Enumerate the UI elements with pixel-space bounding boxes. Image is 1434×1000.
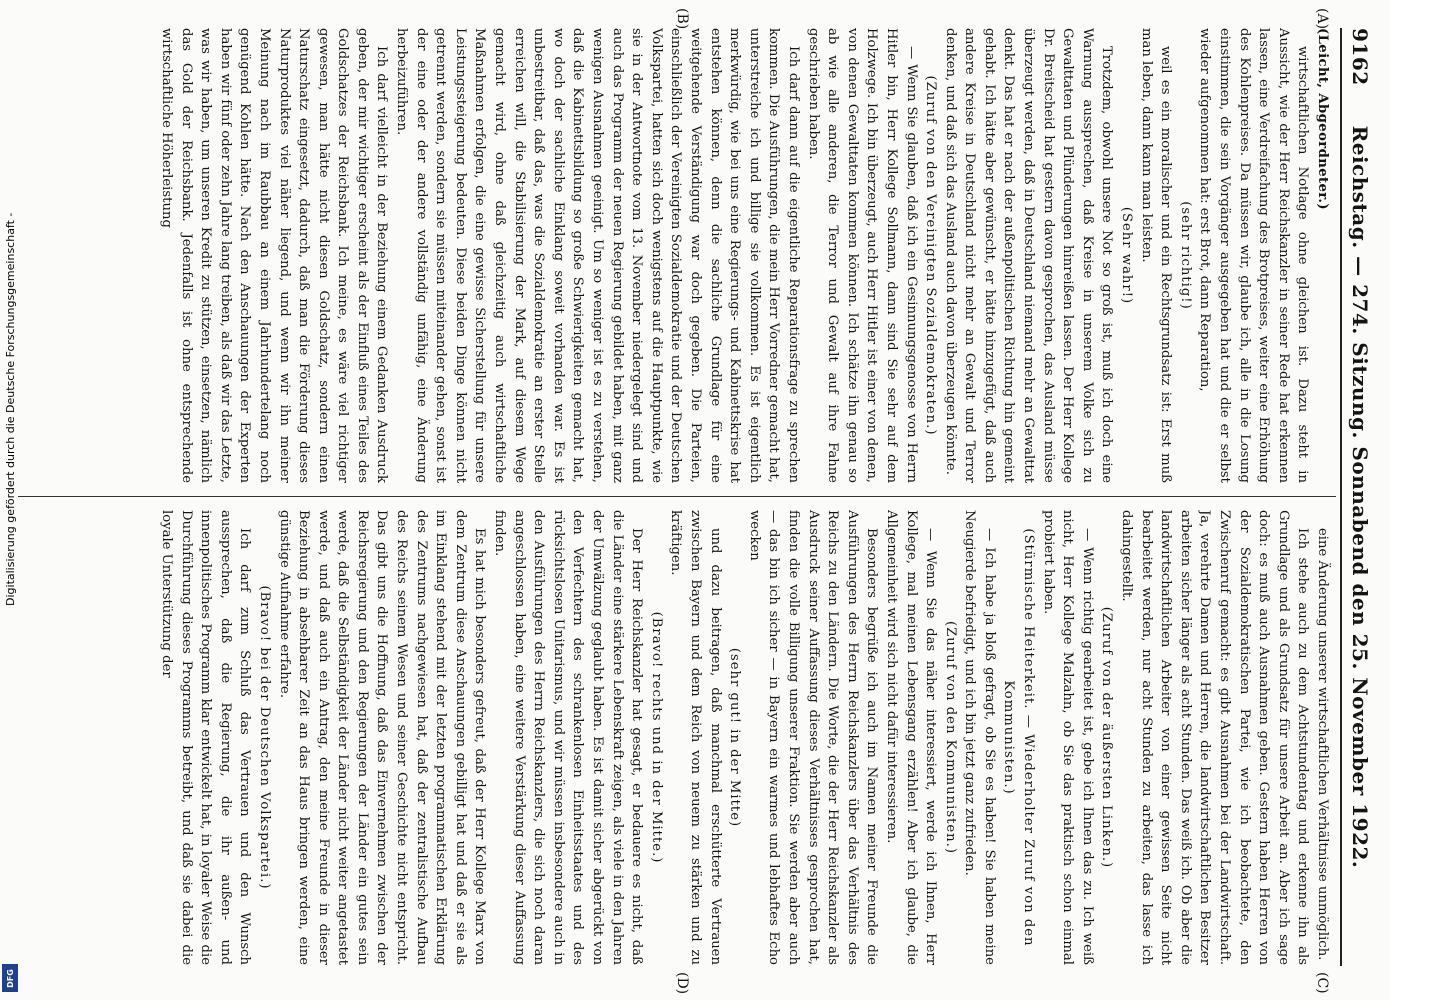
- paragraph: weil es ein moralischer und ein Rechtsgrundsatz ist: Erst muß man leben, dann kann man leisten.: [1138, 28, 1174, 483]
- interjection: (Zuruf von der äußersten Linken.): [1099, 606, 1115, 869]
- left-column: [18, 28, 1332, 483]
- dfg-logo: [2, 964, 18, 992]
- paragraph: — Wenn Sie glauben, daß ich ein Gesinnungsgenosse von Herrn Hitler bin, Herr Kollege Sollmann, dann sind Sie sehr auf dem Holzwege. Ich bin überzeugt, auch Herr Hitler ist einer von denen, von denen Gewalttaten kommen können. Ich schätze ihn genau so ab wie alle anderen, die Terror und Gewalt auf ihre Fahne geschrieben haben.: [805, 28, 919, 483]
- paragraph: Trotzdem, obwohl unsere Not so groß ist, muß ich doch eine Warnung aussprechen, daß Kreise in unserem Volke sich zu Gewalttaten und Plünderungen hinreißen lassen. Der Herr Kollege Dr. Breitscheid hat gestern davon gesprochen, das Ausland müsse überzeugt werden, daß in Deutschland niemand mehr an Gewalttat denkt. Das hat er nach der außenpolitischen Richtung hin gemeint gehabt. Ich hätte aber gewünscht, er hätte hinzugefügt, daß auch andere Kreise in Deutschland nicht mehr an Gewalt und Terror denken, und daß sich das Ausland auch davon überzeugen könnte.: [942, 28, 1115, 483]
- paragraph: Ich darf vielleicht in der Beziehung einem Gedanken Ausdruck geben, der mir wichtiger erscheint als der Einfluß eines Teiles des Goldschatzes der Reichsbank. Ich meine, es wäre viel richtiger gewesen, man hätte nicht diesen Goldschatz, sondern einen Naturschatz eingesetzt, dadurch, daß man die Förderung dieses Naturproduktes viel näher liegend, und wenn wir ihn meiner Meinung nach im Raubbau an einem Jahrhundertelang noch genügend Kohlen hätte. Nach den Anschauungen der Experten haben wir fünf oder zehn Jahre lang treiben, als daß wir das Letzte, was wir haben, um unseren Kredit zu stützen, einsetzen, nämlich das Gold der Reichsbank. Jedenfalls ist ohne entsprechende wirtschaftliche Höherleistung: [158, 28, 390, 483]
- right-column: [18, 510, 1332, 965]
- paragraph: — Wenn Sie das näher interessiert, werde ich Ihnen, Herr Kollege, mal meinen Lebensgang erzählen! Aber ich glaube, die Allgemeinheit wird sich nicht dafür interessieren.: [883, 510, 939, 965]
- page-number: 9162: [1348, 28, 1372, 86]
- margin-marker-b: (B): [674, 8, 690, 30]
- dfg-logo-text: DFG: [5, 968, 15, 988]
- margin-marker-a: (A): [1314, 8, 1330, 30]
- interjection: (Stürmische Heiterkeit. — Wiederholter Zuruf von den Kommunisten.): [1001, 528, 1037, 947]
- margin-marker-d: (D): [674, 972, 690, 995]
- running-title: Reichstag. — 274. Sitzung. Sonnabend den 25. November 1922.: [1348, 125, 1372, 869]
- page-header: [1340, 28, 1376, 966]
- column-divider: [18, 496, 1336, 497]
- paragraph: und dazu beitragen, daß manchmal erschütterte Vertrauen zwischen Bayern und dem Reich von neuem zu stärken und zu kräftigen.: [668, 510, 723, 965]
- interjection: (Sehr wahr!): [1119, 206, 1135, 305]
- paragraph: Ich stehe auch zu dem Achtstundentag und erkenne ihn als Grundlage und als Grundsatz für unsere Arbeit an. Aber ich sage doch: es muß auch Ausnahmen geben. Gestern haben Herren von der Sozialdemokratischen Partei, wie ich beobachtete, den Zwischenruf gemacht: es gibt Ausnahmen bei der Landwirtschaft. Ja, verehrte Damen und Herren, die landwirtschaftlichen Besitzer arbeiten sicher länger als acht Stunden. Das weiß ich. Ob aber die landwirtschaftlichen Arbeiter von einer gewissen Seite nicht bearbeitet werden, nur acht Stunden zu arbeiten, das lasse ich dahingestellt.: [1119, 510, 1311, 965]
- paragraph: Es hat mich besonders gefreut, daß der Herr Kollege Marx von dem Zentrum diese Anschauungen gebilligt hat und daß er sie als im Einklang stehend mit der letzten programmatischen Erklärung des Zentrums nachgewiesen hat, daß der zentralistische Aufbau des Reichs seinem Wesen und seiner Geschichte nicht entspricht. Das gibt uns die Hoffnung, daß das Einvernehmen zwischen der Reichsregierung und den Regierungen der Länder ein gutes sein werde, daß die Selbständigkeit der Länder nicht weiter angetastet werde, und daß auch ein Antrag, den meine Freunde in dieser Beziehung in absehbarer Zeit an das Haus bringen werden, eine günstige Aufnahme erfahre.: [276, 510, 488, 965]
- paragraph: — Wenn richtig gearbeitet ist, gebe ich Ihnen das zu. Ich weiß nicht, Herr Kollege Malzahn, ob Sie das praktisch schon einmal probiert haben.: [1040, 510, 1095, 965]
- paragraph: Besonders begrüße ich auch im Namen meiner Freunde die Ausführungen des Herrn Reichskanzlers über das Verhältnis des Reichs zu den Ländern. Die Worte, die der Herr Reichskanzler als Ausdruck seiner Auffassung dieses Verhältnisses gesprochen hat, finden die volle Billigung unserer Fraktion. Sie werden aber auch — das bin ich sicher — in Bayern ein warmes und lebhaftes Echo wecken: [746, 510, 880, 965]
- interjection: (Zuruf von den Vereinigten Sozialdemokraten.): [923, 75, 939, 436]
- interjection: (Bravo! bei der Deutschen Volkspartei.): [256, 585, 272, 890]
- interjection: (Zuruf von den Kommunisten.): [942, 620, 958, 855]
- paragraph: Ich darf dann auf die eigentliche Reparationsfrage zu sprechen kommen. Die Ausführungen, die mein Herr Vorredner gemacht hat, unterstreiche ich und billige sie vollkommen. Es ist eigentlich merkwürdig, wie bei uns eine Regierungs- und Kabinettskrise hat entstehen können, denn die sachliche Grundlage für eine weitgehende Verständigung war doch gegeben. Die Parteien, einschließlich der Vereinigten Sozialdemokratie und der Deutschen Volkspartei, hatten sich doch wenigstens auf die Hauptpunkte, wie sie in der Antwortnote vom 13. November niedergelegt sind und auch das Programm der neuen Regierung gebildet haben, mit ganz wenigen Ausnahmen geeinigt. Um so weniger ist es zu verstehen, daß die Kabinettsbildung so große Schwierigkeiten gemacht hat, wo doch der sachliche Einklang soweit vorhanden war. Es ist unbestreitbar, daß das, was die Sozialdemokratie an erster Stelle erreichen will, die Stabilisierung der Mark, auf diesem Wege gemacht wird, ohne daß gleichzeitig auch wirtschaftliche Maßnahmen erfolgen, die eine gewisse Sicherstellung für unsere Leistungssteigerung bedeuten. Diese beiden Dinge können nicht getrennt werden, sondern sie müssen miteinander gehen, sonst ist der eine oder der andere vollständig unfähig, eine Änderung herbeizuführen.: [394, 28, 801, 483]
- interjection: (sehr gut! in der Mitte): [727, 647, 743, 828]
- paragraph: Ich darf zum Schluß das Vertrauen und den Wunsch aussprechen, daß die Regierung, die ihr außen- und innenpolitisches Programm klar entwickelt hat, in loyaler Weise die Durchführung dieses Programms betreibt, und daß sie dabei die loyale Unterstützung der: [158, 510, 253, 965]
- margin-marker-c: (C): [1314, 972, 1330, 994]
- paragraph: eine Änderung unserer wirtschaftlichen Verhältnisse unmöglich.: [1315, 528, 1330, 961]
- paragraph: Der Herr Reichskanzler hat gesagt, er bedauere es nicht, daß die Länder eine stärkere Lebenskraft zeigen, als viele in den Jahren der Umwälzung geglaubt haben. Es ist damit sicher abgerückt von den Verfechtern des schrankenlosen Einheitsstaates und des rücksichtslosen Unitarismus, und wir müssen insbesondere auch in den Ausführungen des Herrn Reichskanzlers, die sich noch daran angeschlossen haben, eine weitere Verstärkung dieser Auffassung finden.: [492, 510, 645, 965]
- interjection: (Bravo! rechts und in der Mitte.): [648, 611, 664, 864]
- speaker-label: (Leicht, Abgeordneter.): [1315, 28, 1330, 211]
- credit-text: Digitalisierung gefördert durch die Deutsche Forschungsgemeinschaft -: [4, 212, 17, 606]
- interjection: (sehr richtig!): [1177, 201, 1193, 310]
- paragraph: wirtschaftlichen Notlage ohne gleichen ist. Dazu steht in Aussicht, wie der Herr Reichskanzler in seiner Rede hat erkennen lassen, eine Verdreifachung des Brotpreises, weiter eine Erhöhung des Kohlenpreises. Da müssen wir, glaube ich, alle in die Losung einstimmen, die sein Vorgänger ausgegeben hat und die er selbst wieder aufgenommen hat: erst Brot, dann Reparation,: [1197, 28, 1311, 483]
- paragraph: — Ich habe ja bloß gefragt, ob Sie es haben! Sie haben meine Neugierde befriedigt, und ich bin jetzt ganz zufrieden.: [962, 510, 997, 965]
